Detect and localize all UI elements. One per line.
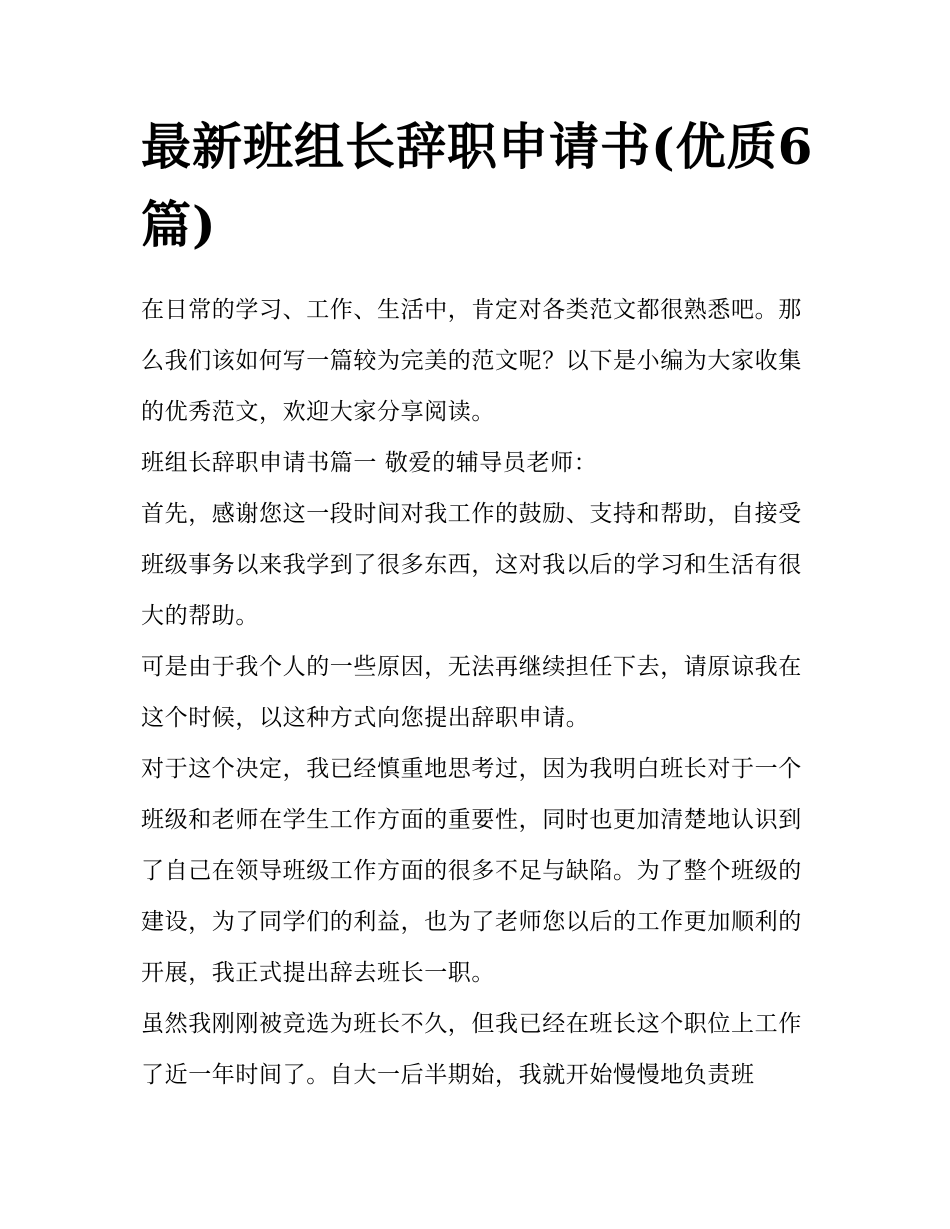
paragraph-experience: 虽然我刚刚被竞选为班长不久，但我已经在班长这个职位上工作了近一年时间了。自大一后半期始，我就开始慢慢地负责班	[141, 1011, 802, 1088]
paragraph-gratitude: 首先，感谢您这一段时间对我工作的鼓励、支持和帮助，自接受班级事务以来我学到了很多东西，这对我以后的学习和生活有很大的帮助。	[141, 501, 802, 629]
paragraph-salutation: 班组长辞职申请书篇一 敬爱的辅导员老师：	[141, 450, 598, 476]
document-body	[141, 108, 821, 1101]
paragraph-intro: 在日常的学习、工作、生活中，肯定对各类范文都很熟悉吧。那么我们该如何写一篇较为完美的范文呢？以下是小编为大家收集的优秀范文，欢迎大家分享阅读。	[141, 297, 802, 425]
paragraph-decision: 对于这个决定，我已经慎重地思考过，因为我明白班长对于一个班级和老师在学生工作方面的重要性，同时也更加清楚地认识到了自己在领导班级工作方面的很多不足与缺陷。为了整个班级的建设，为了同学们的利益，也为了老师您以后的工作更加顺利的开展，我正式提出辞去班长一职。	[141, 756, 802, 986]
paragraph-reason: 可是由于我个人的一些原因，无法再继续担任下去，请原谅我在这个时候，以这种方式向您提出辞职申请。	[141, 654, 802, 731]
document-title: 最新班组长辞职申请书(优质6篇)	[141, 117, 814, 254]
